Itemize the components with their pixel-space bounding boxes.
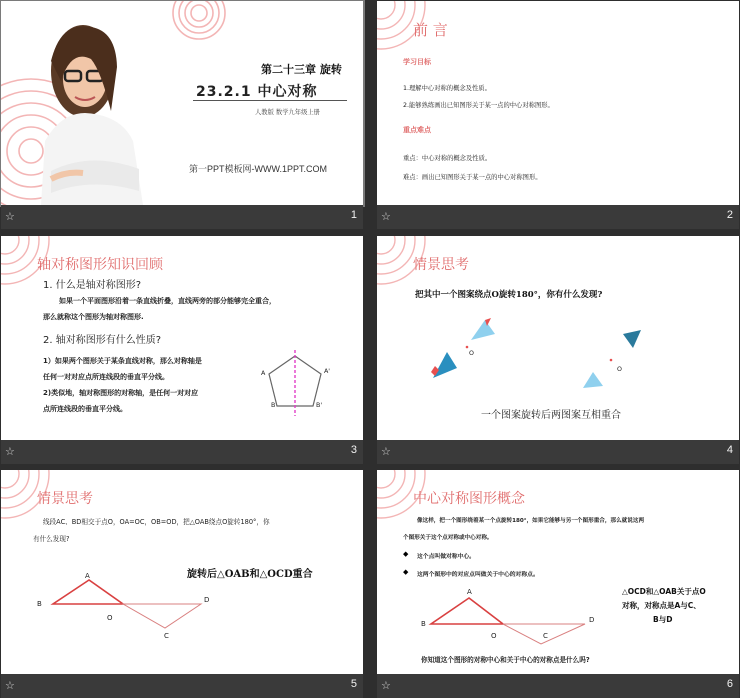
slide-6-canvas [377, 470, 739, 674]
bullet-1: 这个点叫做对称中心。 [417, 554, 475, 560]
label-B-prime: B' [316, 402, 323, 409]
arrow-pattern-left [425, 312, 505, 392]
presenter-photo [21, 1, 171, 205]
triangle-diagram [35, 574, 235, 654]
slide-number: 5 [350, 678, 357, 690]
bullet-2: 这两个图形中的对应点叫做关于中心的对称点。 [417, 572, 539, 578]
property-1-line-1: 1）如果两个图形关于某条直线对称，那么对称轴是 [43, 357, 202, 365]
label-O: O [107, 614, 113, 622]
bullet-1-icon: ◆ [403, 550, 409, 558]
note-line-1: △OCD和△OAB关于点O [622, 587, 706, 596]
label-D: D [204, 596, 210, 604]
slide-number: 1 [350, 209, 357, 221]
point-O-right: O [617, 366, 622, 373]
slide-heading: 中心对称图形概念 [413, 491, 525, 507]
slide-1-footer [1, 205, 363, 229]
label-B: B [37, 600, 42, 608]
slide-4-footer [377, 440, 739, 464]
label-O: O [491, 632, 497, 640]
slide-thumbnail-2[interactable] [377, 1, 739, 229]
pentagon-diagram [259, 350, 339, 430]
key-point-2: 难点：画出已知图形关于某一点的中心对称图形。 [403, 174, 542, 181]
star-icon[interactable]: ☆ [5, 445, 15, 458]
property-2-line-1: 2)类似地，轴对称图形的对称轴，是任何一对对应 [43, 389, 199, 397]
label-C: C [164, 632, 169, 640]
property-2-line-2: 点所连线段的垂直平分线。 [43, 405, 127, 413]
point-O-left: O [469, 350, 474, 357]
slide-number: 2 [726, 209, 733, 221]
slide-thumbnail-1[interactable] [1, 1, 363, 229]
note-line-2: 对称，对称点是A与C、 [622, 601, 701, 610]
label-B: B [271, 402, 276, 409]
slide-number: 4 [726, 444, 733, 456]
bullet-2-icon: ◆ [403, 568, 409, 576]
site-label: 第一PPT模板网-WWW.1PPT.COM [189, 164, 327, 174]
definition-line-2: 个图形关于这个点对称或中心对称。 [403, 535, 493, 541]
label-A: A [467, 588, 472, 596]
slide-thumbnail-3[interactable] [1, 236, 363, 464]
star-icon[interactable]: ☆ [5, 210, 15, 223]
slide-3-footer [1, 440, 363, 464]
slide-2-footer [377, 205, 739, 229]
title-underline [193, 100, 347, 101]
problem-line-2: 有什么发现? [33, 535, 70, 543]
slide-2-canvas [377, 1, 739, 205]
definition-line-1: 像这样，把一个图形绕着某一个点旋转180°，如果它能够与另一个图形重合，那么就说这两 [417, 518, 645, 524]
slide-5-canvas [1, 470, 363, 674]
slide-6-footer [377, 674, 739, 698]
publisher-label: 人教版 数学九年级上册 [255, 109, 320, 116]
conclusion-text: 一个图案旋转后两图案互相重合 [481, 410, 621, 421]
goal-2: 2.能够熟练画出已知图形关于某一点的中心对称图形。 [403, 102, 554, 109]
goal-1: 1.理解中心对称的概念及性质。 [403, 85, 491, 92]
key-point-1: 重点：中心对称的概念及性质。 [403, 155, 492, 162]
answer-1-line-2: 那么就称这个图形为轴对称图形. [43, 313, 144, 321]
answer-1-line-1: 如果一个平面图形沿着一条直线折叠，直线两旁的部分能够完全重合， [59, 297, 276, 305]
slide-number: 3 [350, 444, 357, 456]
star-icon[interactable]: ☆ [381, 679, 391, 692]
question-2: 2. 轴对称图形有什么性质? [43, 335, 162, 346]
arrow-pattern-right [573, 326, 653, 406]
question-text: 把其中一个图案绕点O旋转180°，你有什么发现? [415, 290, 603, 300]
slide-title: 23.2.1 中心对称 [196, 84, 318, 100]
slide-heading: 情景思考 [37, 491, 93, 507]
slide-thumbnail-6[interactable] [377, 470, 739, 698]
slide-number: 6 [726, 678, 733, 690]
label-A-prime: A' [324, 368, 331, 375]
label-C: C [543, 632, 548, 640]
result-text: 旋转后△OAB和△OCD重合 [187, 569, 313, 580]
star-icon[interactable]: ☆ [5, 679, 15, 692]
slide-1-canvas [1, 1, 363, 205]
chapter-title: 第二十三章 旋转 [261, 63, 342, 76]
slide-heading: 前 言 [413, 21, 448, 39]
key-label: 重点难点 [403, 126, 431, 134]
slide-thumbnail-5[interactable] [1, 470, 363, 698]
label-A: A [261, 370, 266, 377]
slide-3-canvas [1, 236, 363, 440]
slide-thumbnail-4[interactable] [377, 236, 739, 464]
label-A: A [85, 572, 90, 580]
question-1: 1. 什么是轴对称图形? [43, 280, 142, 291]
slide-4-canvas [377, 236, 739, 440]
label-B: B [421, 620, 426, 628]
star-icon[interactable]: ☆ [381, 210, 391, 223]
label-D: D [589, 616, 595, 624]
slide-5-footer [1, 674, 363, 698]
problem-line-1: 线段AC、BD相交于点O，OA=OC，OB=OD，把△OAB绕点O旋转180°，你 [43, 518, 270, 526]
slide-heading: 轴对称图形知识回顾 [37, 257, 163, 273]
property-1-line-2: 任何一对对应点所连线段的垂直平分线。 [43, 373, 169, 381]
closing-question: 你知道这个图形的对称中心和关于中心的对称点是什么吗? [421, 656, 590, 664]
slide-heading: 情景思考 [413, 257, 469, 273]
triangle-diagram [421, 592, 621, 662]
goal-label: 学习目标 [403, 58, 431, 66]
star-icon[interactable]: ☆ [381, 445, 391, 458]
note-line-3: B与D [653, 615, 673, 624]
